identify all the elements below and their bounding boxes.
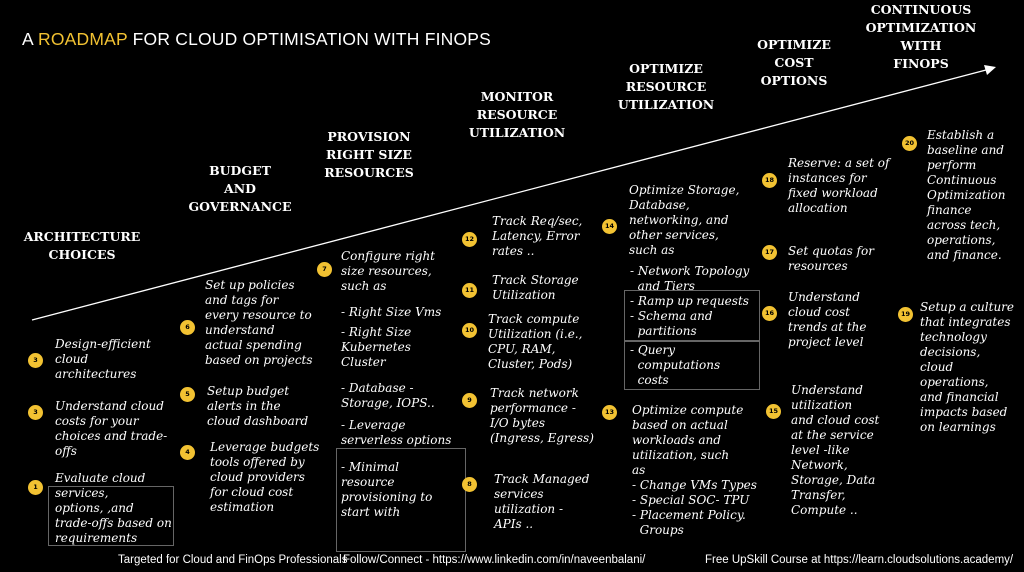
phase-optimize-cost: OPTIMIZE COST OPTIONS (757, 37, 831, 88)
step-badge: 3 (28, 405, 43, 420)
step-badge: 18 (762, 173, 777, 188)
item-budget-tools: Leverage budgets tools offered by cloud providers for cloud cost estimation (210, 440, 320, 514)
title-suffix: FOR CLOUD OPTIMISATION WITH FINOPS (127, 29, 492, 49)
item-minimal-provisioning: - Minimal resource provisioning to start with (341, 460, 433, 519)
item-understand-cloud-costs: Understand cloud costs for your choices and trade- offs (55, 399, 168, 458)
item-establish-baseline: Establish a baseline and perform Continuous Optimization finance across tech, operations, and finance. (927, 128, 1006, 262)
phase-monitor-utilization: MONITOR RESOURCE UTILIZATION (468, 89, 566, 140)
title-prefix: A (22, 29, 38, 49)
item-reserve-instances: Reserve: a set of instances for fixed workload allocation (788, 156, 890, 215)
item-set-quotas: Set quotas for resources (788, 244, 874, 273)
step-badge: 14 (602, 219, 617, 234)
phase-budget-governance: BUDGET AND GOVERNANCE (188, 163, 292, 214)
item-network-topology: - Network Topology and Tiers (630, 264, 750, 293)
item-track-req-sec: Track Req/sec, Latency, Error rates .. (492, 214, 583, 258)
step-badge: 11 (462, 283, 477, 298)
item-evaluate-cloud-services: Evaluate cloud services, options, ,and trade-offs based on requirements (55, 471, 172, 545)
footer-audience: Targeted for Cloud and FinOps Professionals (118, 554, 348, 566)
step-badge: 7 (317, 262, 332, 277)
step-badge: 9 (462, 393, 477, 408)
title-highlight: ROADMAP (37, 29, 128, 49)
item-track-managed-services: Track Managed services utilization - APIs .. (494, 472, 590, 531)
item-query-costs: - Query computations costs (630, 343, 721, 387)
item-track-storage: Track Storage Utilization (492, 273, 579, 302)
item-database-storage: - Database - Storage, IOPS.. (341, 381, 435, 410)
step-badge: 15 (766, 404, 781, 419)
step-badge: 17 (762, 245, 777, 260)
phase-architecture-choices: ARCHITECTURE CHOICES (23, 229, 141, 262)
item-setup-culture: Setup a culture that integrates technology decisions, cloud operations, and financial impacts based on learnings (920, 300, 1015, 434)
step-badge: 1 (28, 480, 43, 495)
item-cost-service-level: Understand utilization and cloud cost at the service level -like Network, Storage, Data Transfer, Compute .. (791, 383, 880, 517)
item-cost-trends-project: Understand cloud cost trends at the project level (788, 290, 867, 349)
item-right-size-kubernetes: - Right Size Kubernetes Cluster (341, 325, 412, 369)
step-badge: 19 (898, 307, 913, 322)
item-configure-right-size: Configure right size resources, such as (341, 249, 436, 293)
phase-optimize-utilization: OPTIMIZE RESOURCE UTILIZATION (617, 61, 715, 112)
item-budget-alerts: Setup budget alerts in the cloud dashboard (207, 384, 309, 428)
item-track-compute: Track compute Utilization (i.e., CPU, RAM, Cluster, Pods) (488, 312, 583, 371)
item-design-efficient: Design-efficient cloud architectures (55, 337, 151, 381)
arrow-head-icon (984, 65, 996, 75)
footer-course-link[interactable]: Free UpSkill Course at https://learn.cloudsolutions.academy/ (705, 554, 1014, 566)
item-serverless: - Leverage serverless options (341, 418, 452, 447)
step-badge: 8 (462, 477, 477, 492)
item-optimize-compute: Optimize compute based on actual workloads and utilization, such as (632, 403, 744, 477)
step-badge: 4 (180, 445, 195, 460)
step-badge: 10 (462, 323, 477, 338)
step-badge: 20 (902, 136, 917, 151)
step-badge: 13 (602, 405, 617, 420)
step-badge: 6 (180, 320, 195, 335)
item-right-size-vms: - Right Size Vms (341, 305, 442, 319)
item-policies-tags: Set up policies and tags for every resource to understand actual spending based on projects (205, 278, 313, 367)
item-compute-options: - Change VMs Types - Special SOC- TPU - Placement Policy. Groups (632, 478, 757, 537)
phase-provision-right-size: PROVISION RIGHT SIZE RESOURCES (324, 129, 414, 180)
item-optimize-storage: Optimize Storage, Database, networking, and other services, such as (629, 183, 740, 257)
step-badge: 3 (28, 353, 43, 368)
footer-linkedin-link[interactable]: Follow/Connect - https://www.linkedin.com/in/naveenbalani/ (343, 554, 646, 566)
item-ramp-up-schema: - Ramp up requests - Schema and partitions (630, 294, 749, 338)
step-badge: 12 (462, 232, 477, 247)
step-badge: 16 (762, 306, 777, 321)
item-track-network: Track network performance - I/O bytes (Ingress, Egress) (490, 386, 594, 445)
step-badge: 5 (180, 387, 195, 402)
phase-continuous-optimization: CONTINUOUS OPTIMIZATION WITH FINOPS (865, 2, 977, 71)
